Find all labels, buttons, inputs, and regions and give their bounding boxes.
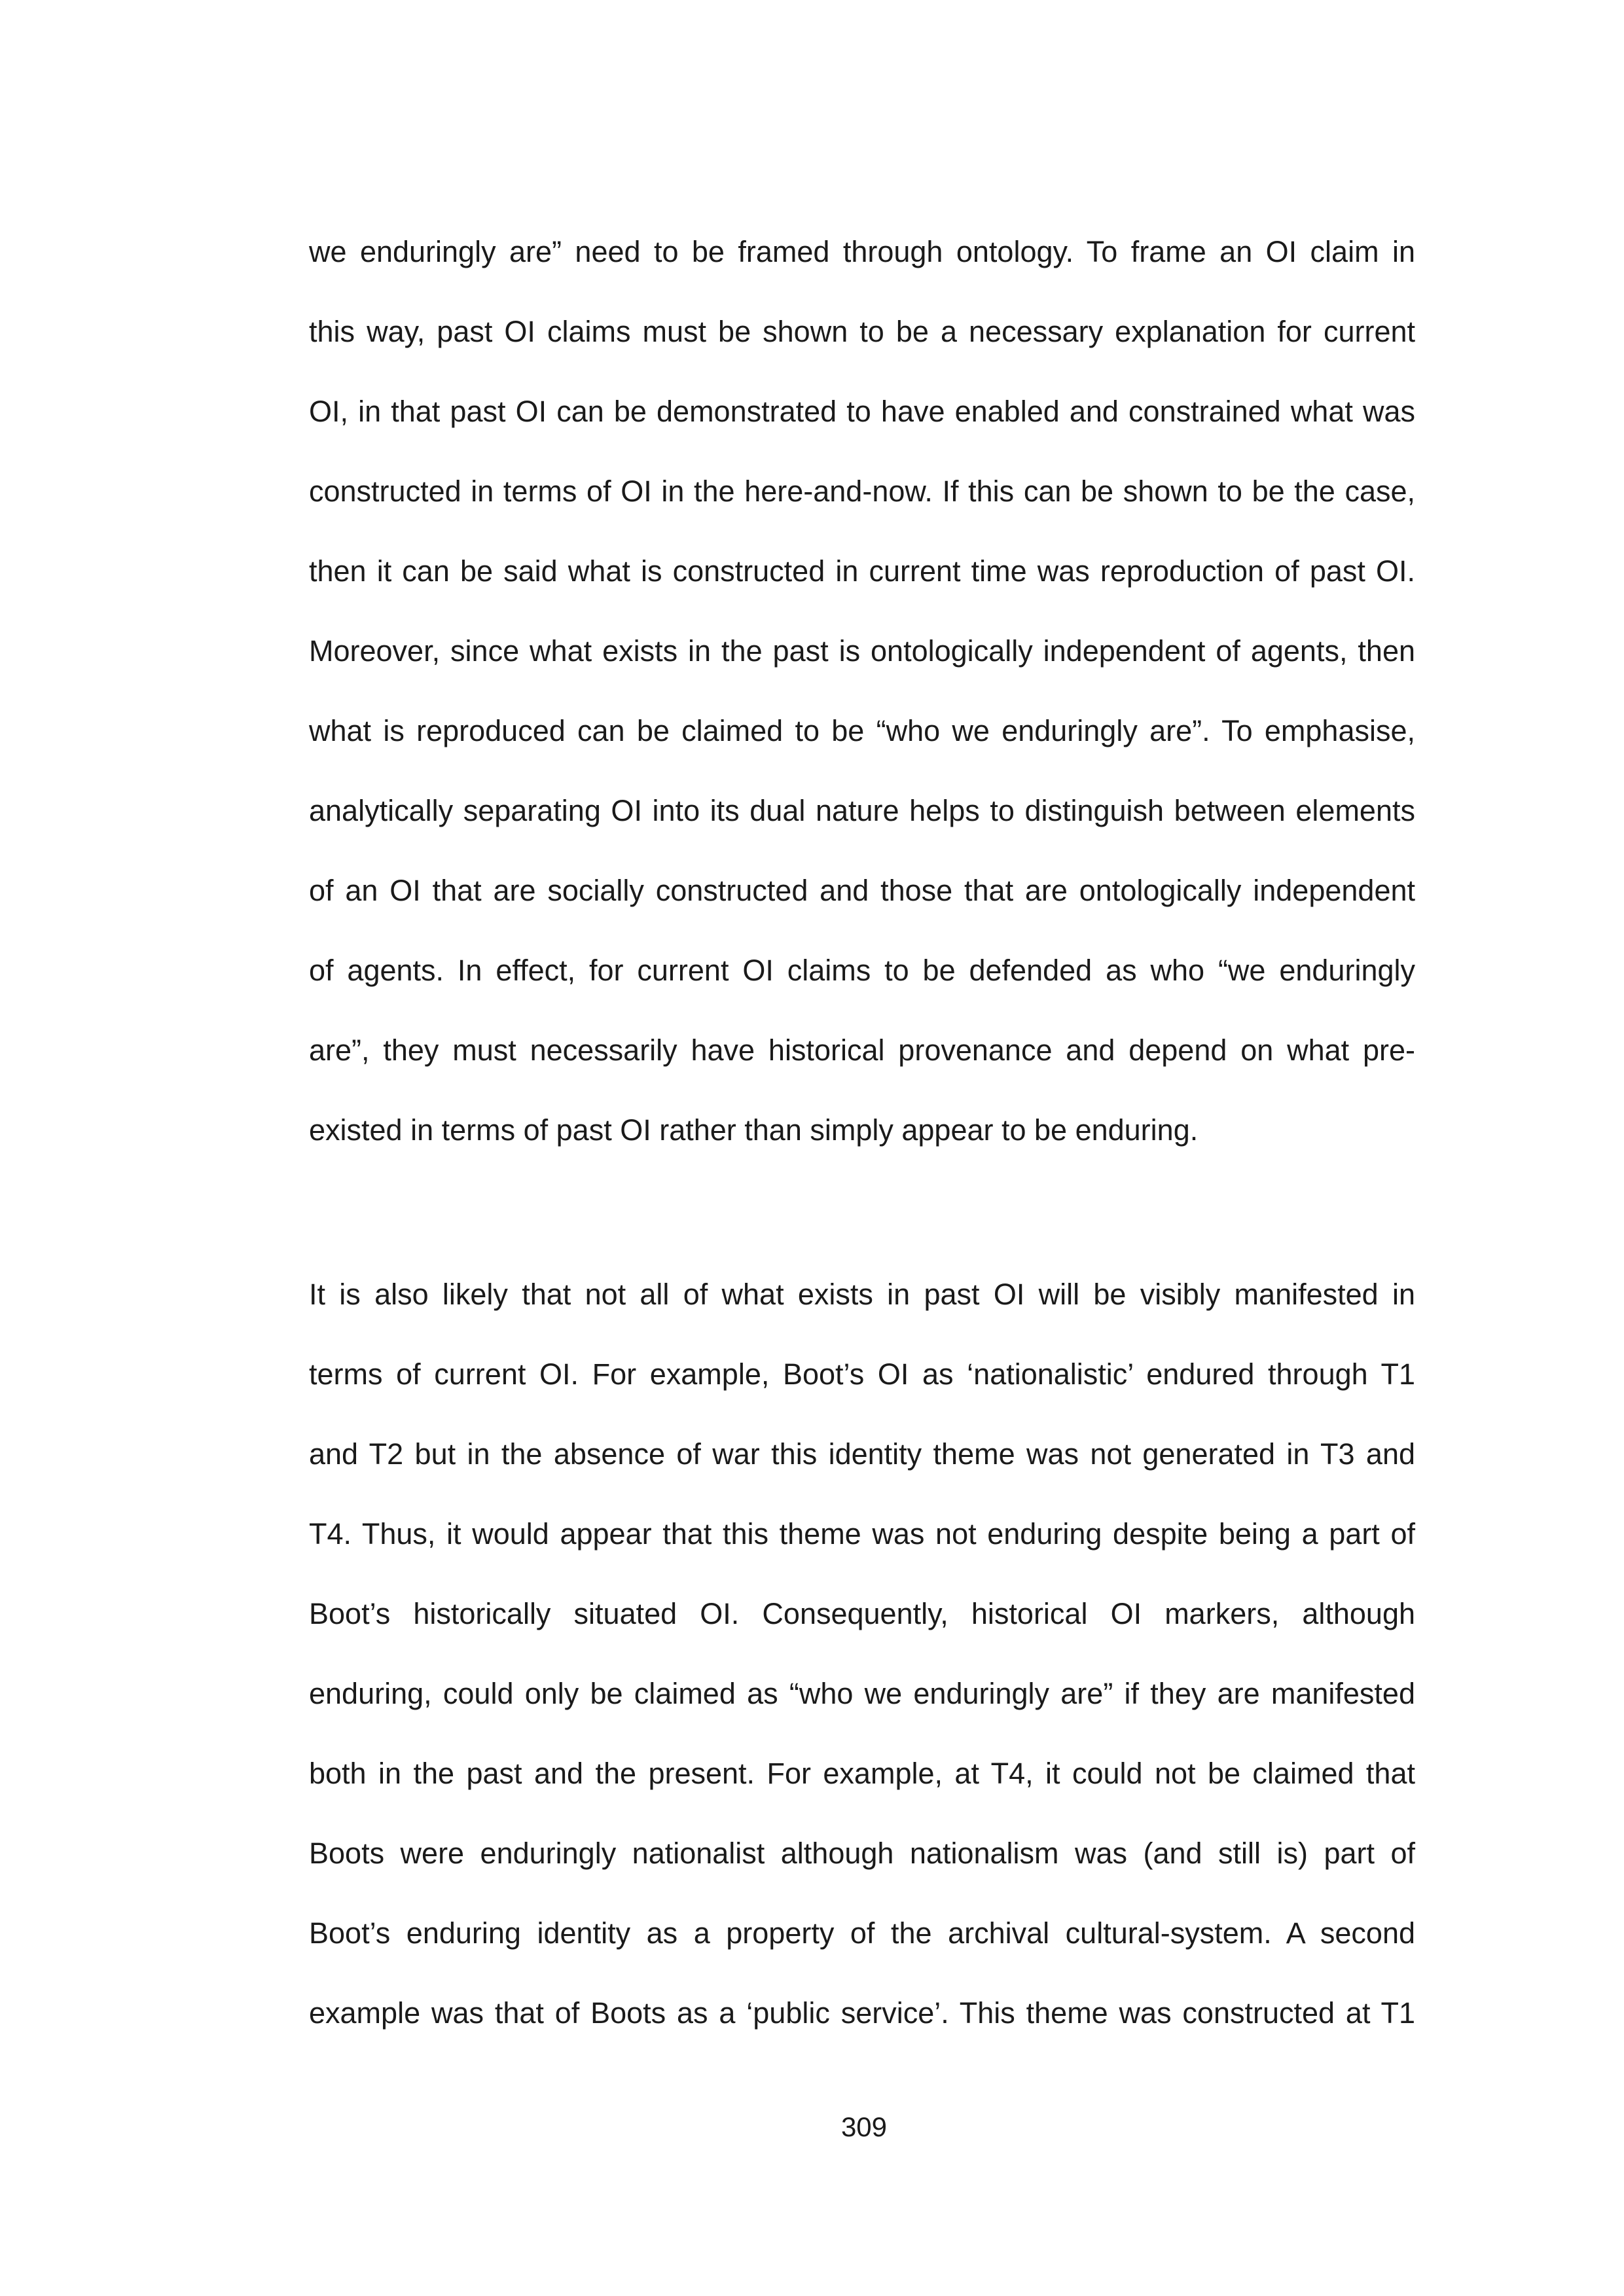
text-line: example was that of Boots as a ‘public service’. This theme was constructed at T1 <box>309 1996 1415 2030</box>
text-line: Boot’s enduring identity as a property of the archival cultural-system. A second <box>309 1916 1415 1950</box>
text-line: enduring, could only be claimed as “who we enduringly are” if they are manifested <box>309 1677 1415 1710</box>
text-line: this way, past OI claims must be shown to be a necessary explanation for current <box>309 315 1415 348</box>
text-line: Boots were enduringly nationalist although nationalism was (and still is) part of <box>309 1837 1415 1870</box>
text-line: what is reproduced can be claimed to be “who we enduringly are”. To emphasise, <box>309 714 1415 747</box>
text-line: of agents. In effect, for current OI claims to be defended as who “we enduringly <box>309 954 1415 987</box>
text-line: then it can be said what is constructed in current time was reproduction of past OI. <box>309 554 1415 588</box>
page-number: 309 <box>840 2111 888 2142</box>
text-line: and T2 but in the absence of war this identity theme was not generated in T3 and <box>309 1437 1415 1471</box>
body-paragraph-1 <box>309 212 1415 1170</box>
text-line: are”, they must necessarily have historical provenance and depend on what pre- <box>309 1033 1415 1067</box>
text-line: Boot’s historically situated OI. Consequently, historical OI markers, although <box>309 1597 1415 1630</box>
text-line: of an OI that are socially constructed and those that are ontologically independent <box>309 874 1415 907</box>
text-line: constructed in terms of OI in the here-and-now. If this can be shown to be the case, <box>309 475 1415 508</box>
text-line: analytically separating OI into its dual nature helps to distinguish between elements <box>309 794 1415 827</box>
text-line: OI, in that past OI can be demonstrated to have enabled and constrained what was <box>309 395 1415 428</box>
text-line: Moreover, since what exists in the past is ontologically independent of agents, then <box>309 634 1415 668</box>
text-line: existed in terms of past OI rather than simply appear to be enduring. <box>309 1113 1199 1147</box>
text-line: terms of current OI. For example, Boot’s OI as ‘nationalistic’ endured through T1 <box>309 1357 1415 1391</box>
text-line: both in the past and the present. For example, at T4, it could not be claimed that <box>309 1757 1415 1790</box>
text-line: we enduringly are” need to be framed through ontology. To frame an OI claim in <box>309 235 1415 268</box>
text-line: It is also likely that not all of what exists in past OI will be visibly manifested in <box>309 1278 1415 1311</box>
text-line: T4. Thus, it would appear that this theme was not enduring despite being a part of <box>309 1517 1415 1551</box>
body-paragraph-2 <box>309 1255 1415 2053</box>
